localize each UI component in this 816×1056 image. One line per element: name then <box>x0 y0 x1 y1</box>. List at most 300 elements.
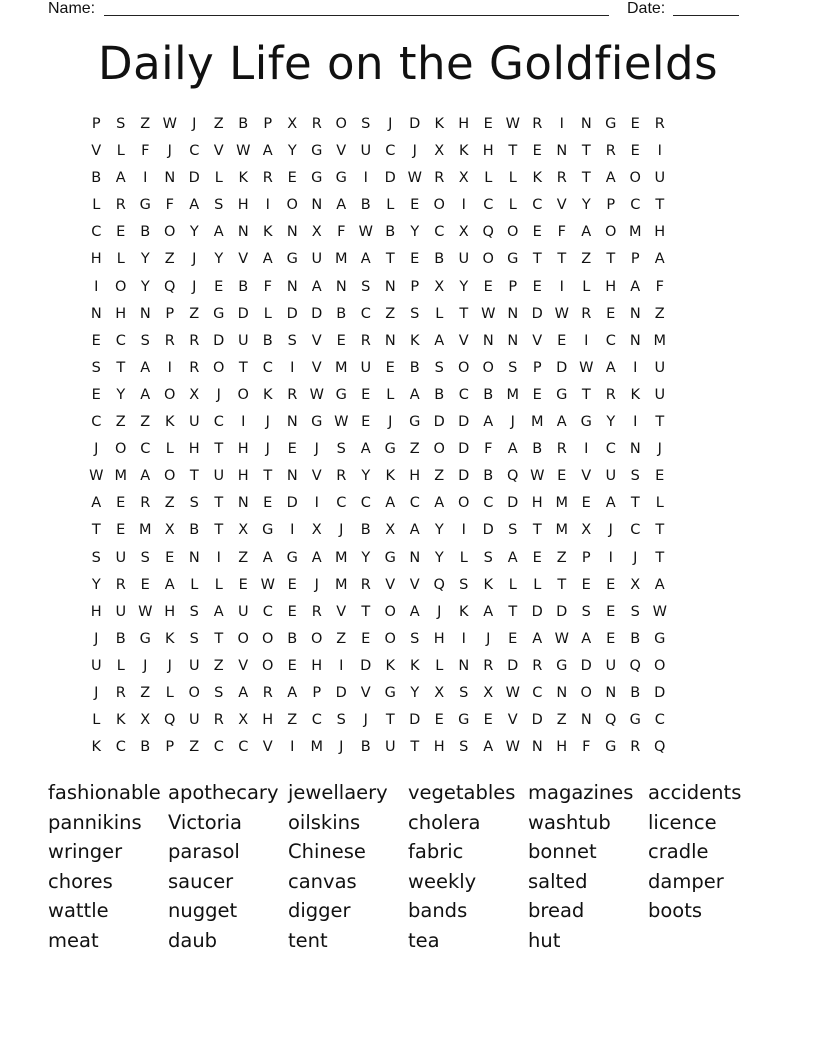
grid-letter[interactable]: R <box>287 386 298 403</box>
grid-letter[interactable]: F <box>582 739 591 756</box>
grid-letter[interactable]: S <box>459 576 469 593</box>
grid-letter[interactable]: G <box>286 549 298 566</box>
grid-letter[interactable]: G <box>311 414 323 431</box>
grid-letter[interactable]: K <box>164 630 175 647</box>
grid-letter[interactable]: A <box>605 495 616 512</box>
grid-letter[interactable]: A <box>409 386 420 403</box>
grid-letter[interactable]: R <box>336 468 347 485</box>
grid-letter[interactable]: L <box>214 170 223 187</box>
grid-letter[interactable]: C <box>605 441 616 458</box>
grid-letter[interactable]: E <box>116 522 126 539</box>
grid-letter[interactable]: O <box>237 630 249 647</box>
grid-letter[interactable]: I <box>265 197 270 214</box>
grid-letter[interactable]: E <box>434 712 444 729</box>
grid-letter[interactable]: E <box>91 386 101 403</box>
grid-letter[interactable]: T <box>214 522 224 539</box>
grid-letter[interactable]: O <box>433 441 445 458</box>
grid-letter[interactable]: C <box>360 305 371 322</box>
grid-letter[interactable]: O <box>115 278 127 295</box>
grid-letter[interactable]: N <box>286 224 298 241</box>
grid-letter[interactable]: R <box>532 116 543 132</box>
grid-letter[interactable]: G <box>580 414 592 431</box>
grid-letter[interactable]: Y <box>434 522 444 539</box>
grid-letter[interactable]: M <box>555 495 568 512</box>
grid-letter[interactable]: E <box>606 603 616 620</box>
grid-letter[interactable]: S <box>189 630 199 647</box>
grid-letter[interactable]: E <box>140 576 150 593</box>
grid-letter[interactable]: P <box>508 278 518 295</box>
grid-letter[interactable]: Z <box>654 305 665 322</box>
grid-letter[interactable]: D <box>433 414 445 431</box>
grid-letter[interactable]: K <box>483 576 493 593</box>
grid-letter[interactable]: C <box>385 143 396 160</box>
grid-letter[interactable]: O <box>164 468 176 485</box>
grid-letter[interactable]: S <box>410 305 420 322</box>
grid-letter[interactable]: L <box>116 657 125 674</box>
grid-letter[interactable]: G <box>605 739 617 756</box>
grid-letter[interactable]: I <box>461 522 466 539</box>
grid-letter[interactable]: K <box>262 224 273 241</box>
grid-letter[interactable]: J <box>265 441 270 458</box>
grid-letter[interactable]: L <box>508 197 517 214</box>
grid-letter[interactable]: A <box>630 278 641 295</box>
grid-letter[interactable]: R <box>262 684 273 701</box>
grid-letter[interactable]: B <box>409 359 420 376</box>
grid-letter[interactable]: W <box>554 305 569 322</box>
grid-letter[interactable]: A <box>532 630 543 647</box>
grid-letter[interactable]: D <box>384 170 396 187</box>
grid-letter[interactable]: X <box>458 170 469 187</box>
grid-letter[interactable]: R <box>532 657 543 674</box>
grid-letter[interactable]: R <box>605 143 616 160</box>
grid-letter[interactable]: Q <box>654 739 666 756</box>
grid-letter[interactable]: O <box>164 224 176 241</box>
grid-letter[interactable]: B <box>336 305 347 322</box>
grid-letter[interactable]: V <box>336 143 347 160</box>
grid-letter[interactable]: U <box>654 359 666 376</box>
grid-letter[interactable]: V <box>238 251 249 268</box>
grid-letter[interactable]: G <box>139 630 151 647</box>
grid-letter[interactable]: A <box>483 603 494 620</box>
grid-letter[interactable]: E <box>116 495 126 512</box>
grid-letter[interactable]: Z <box>189 739 200 756</box>
grid-letter[interactable]: O <box>629 170 641 187</box>
grid-letter[interactable]: X <box>164 522 175 539</box>
grid-letter[interactable]: J <box>216 386 221 403</box>
grid-letter[interactable]: A <box>360 441 371 458</box>
grid-letter[interactable]: E <box>361 630 371 647</box>
grid-letter[interactable]: V <box>213 143 224 160</box>
grid-letter[interactable]: T <box>655 414 665 431</box>
grid-letter[interactable]: A <box>115 170 126 187</box>
grid-letter[interactable]: E <box>508 630 518 647</box>
grid-letter[interactable]: Y <box>214 251 224 268</box>
grid-letter[interactable]: Z <box>140 414 151 431</box>
grid-letter[interactable]: C <box>458 386 469 403</box>
grid-letter[interactable]: A <box>409 603 420 620</box>
grid-letter[interactable]: L <box>92 197 101 214</box>
grid-letter[interactable]: K <box>458 143 469 160</box>
grid-letter[interactable]: C <box>140 441 151 458</box>
grid-letter[interactable]: E <box>581 495 591 512</box>
grid-letter[interactable]: S <box>116 116 126 132</box>
grid-letter[interactable]: Z <box>556 712 567 729</box>
grid-letter[interactable]: O <box>286 197 298 214</box>
grid-letter[interactable]: X <box>311 522 322 539</box>
grid-letter[interactable]: A <box>91 495 102 512</box>
grid-letter[interactable]: W <box>407 170 422 187</box>
grid-letter[interactable]: E <box>606 305 616 322</box>
grid-letter[interactable]: Y <box>361 468 371 485</box>
grid-letter[interactable]: T <box>581 143 591 160</box>
grid-letter[interactable]: N <box>629 332 641 349</box>
grid-letter[interactable]: N <box>286 468 298 485</box>
grid-letter[interactable]: K <box>409 332 420 349</box>
grid-letter[interactable]: W <box>530 468 545 485</box>
grid-letter[interactable]: I <box>290 739 295 756</box>
grid-letter[interactable]: N <box>507 305 519 322</box>
grid-letter[interactable]: H <box>262 712 274 729</box>
grid-letter[interactable]: G <box>311 170 323 187</box>
grid-letter[interactable]: X <box>581 522 592 539</box>
grid-letter[interactable]: U <box>237 603 249 620</box>
grid-letter[interactable]: W <box>162 116 177 132</box>
grid-letter[interactable]: Z <box>336 630 347 647</box>
grid-letter[interactable]: H <box>433 630 445 647</box>
grid-letter[interactable]: T <box>116 359 126 376</box>
grid-letter[interactable]: J <box>314 441 319 458</box>
grid-letter[interactable]: U <box>237 332 249 349</box>
grid-letter[interactable]: H <box>409 468 421 485</box>
grid-letter[interactable]: K <box>630 386 640 403</box>
grid-letter[interactable]: G <box>384 549 396 566</box>
grid-letter[interactable]: M <box>334 549 348 566</box>
grid-letter[interactable]: E <box>630 143 640 160</box>
grid-letter[interactable]: X <box>434 278 445 295</box>
grid-letter[interactable]: R <box>115 576 126 593</box>
grid-letter[interactable]: I <box>363 170 368 187</box>
grid-letter[interactable]: D <box>531 305 543 322</box>
grid-letter[interactable]: E <box>557 332 567 349</box>
grid-letter[interactable]: K <box>532 170 542 187</box>
grid-letter[interactable]: B <box>630 630 641 647</box>
grid-letter[interactable]: K <box>385 468 395 485</box>
grid-letter[interactable]: J <box>486 630 491 647</box>
grid-letter[interactable]: T <box>459 305 469 322</box>
grid-letter[interactable]: J <box>167 143 172 160</box>
grid-letter[interactable]: E <box>336 332 346 349</box>
grid-letter[interactable]: V <box>532 332 543 349</box>
grid-letter[interactable]: S <box>140 332 150 349</box>
grid-letter[interactable]: H <box>188 441 200 458</box>
grid-letter[interactable]: Y <box>606 414 616 431</box>
grid-letter[interactable]: E <box>116 224 126 241</box>
grid-letter[interactable]: V <box>91 143 102 160</box>
grid-letter[interactable]: V <box>311 468 322 485</box>
grid-letter[interactable]: S <box>410 630 420 647</box>
grid-letter[interactable]: M <box>653 332 666 349</box>
grid-letter[interactable]: W <box>138 603 153 620</box>
grid-letter[interactable]: P <box>581 549 591 566</box>
grid-letter[interactable]: A <box>140 386 151 403</box>
grid-letter[interactable]: J <box>388 116 393 132</box>
grid-letter[interactable]: E <box>630 116 640 132</box>
grid-letter[interactable]: E <box>532 224 542 241</box>
grid-letter[interactable]: F <box>165 197 174 214</box>
grid-letter[interactable]: Q <box>629 657 641 674</box>
grid-letter[interactable]: S <box>508 522 518 539</box>
grid-letter[interactable]: R <box>262 170 273 187</box>
grid-letter[interactable]: E <box>483 278 493 295</box>
grid-letter[interactable]: N <box>580 712 592 729</box>
grid-letter[interactable]: L <box>582 278 591 295</box>
grid-letter[interactable]: J <box>192 278 197 295</box>
grid-letter[interactable]: G <box>556 657 568 674</box>
grid-letter[interactable]: A <box>654 576 665 593</box>
grid-letter[interactable]: J <box>143 657 148 674</box>
grid-letter[interactable]: O <box>458 495 470 512</box>
grid-letter[interactable]: A <box>140 468 151 485</box>
grid-letter[interactable]: B <box>238 116 249 132</box>
grid-letter[interactable]: Z <box>164 495 175 512</box>
grid-letter[interactable]: F <box>655 278 664 295</box>
grid-letter[interactable]: O <box>482 251 494 268</box>
grid-letter[interactable]: Z <box>581 251 592 268</box>
grid-letter[interactable]: R <box>360 332 371 349</box>
grid-letter[interactable]: R <box>556 441 567 458</box>
grid-letter[interactable]: A <box>507 549 518 566</box>
grid-letter[interactable]: Z <box>164 251 175 268</box>
grid-letter[interactable]: Z <box>213 657 224 674</box>
grid-letter[interactable]: Z <box>140 684 151 701</box>
grid-letter[interactable]: T <box>263 468 273 485</box>
grid-letter[interactable]: A <box>311 549 322 566</box>
grid-letter[interactable]: M <box>506 386 519 403</box>
grid-letter[interactable]: P <box>312 684 322 701</box>
grid-letter[interactable]: E <box>532 386 542 403</box>
grid-letter[interactable]: T <box>214 495 224 512</box>
grid-letter[interactable]: C <box>91 414 102 431</box>
grid-letter[interactable]: C <box>115 332 126 349</box>
grid-letter[interactable]: A <box>164 576 175 593</box>
grid-letter[interactable]: Y <box>581 197 591 214</box>
grid-letter[interactable]: A <box>605 170 616 187</box>
grid-letter[interactable]: O <box>605 224 617 241</box>
grid-letter[interactable]: C <box>483 495 494 512</box>
grid-letter[interactable]: D <box>458 468 470 485</box>
grid-letter[interactable]: P <box>263 116 273 132</box>
grid-letter[interactable]: P <box>630 251 640 268</box>
grid-letter[interactable]: Z <box>287 712 298 729</box>
grid-letter[interactable]: V <box>311 359 322 376</box>
grid-letter[interactable]: B <box>360 739 371 756</box>
grid-letter[interactable]: A <box>360 251 371 268</box>
grid-letter[interactable]: J <box>94 684 99 701</box>
grid-letter[interactable]: A <box>483 739 494 756</box>
grid-letter[interactable]: S <box>630 468 640 485</box>
grid-letter[interactable]: E <box>287 603 297 620</box>
grid-letter[interactable]: P <box>165 739 175 756</box>
grid-letter[interactable]: L <box>116 251 125 268</box>
grid-letter[interactable]: D <box>286 305 298 322</box>
grid-letter[interactable]: C <box>654 712 665 729</box>
grid-letter[interactable]: A <box>213 603 224 620</box>
grid-letter[interactable]: H <box>90 603 102 620</box>
grid-letter[interactable]: N <box>458 657 470 674</box>
grid-letter[interactable]: N <box>629 305 641 322</box>
grid-letter[interactable]: B <box>140 739 151 756</box>
grid-letter[interactable]: G <box>458 712 470 729</box>
grid-letter[interactable]: N <box>335 278 347 295</box>
grid-letter[interactable]: C <box>311 712 322 729</box>
grid-letter[interactable]: L <box>484 170 493 187</box>
grid-letter[interactable]: R <box>605 386 616 403</box>
grid-letter[interactable]: D <box>409 712 421 729</box>
grid-letter[interactable]: U <box>360 359 372 376</box>
grid-letter[interactable]: W <box>89 468 104 485</box>
grid-letter[interactable]: T <box>361 603 371 620</box>
grid-letter[interactable]: G <box>654 630 666 647</box>
grid-letter[interactable]: R <box>115 197 126 214</box>
grid-letter[interactable]: Z <box>409 441 420 458</box>
grid-letter[interactable]: S <box>336 712 346 729</box>
grid-letter[interactable]: S <box>483 549 493 566</box>
grid-letter[interactable]: A <box>385 495 396 512</box>
grid-letter[interactable]: L <box>508 576 517 593</box>
grid-letter[interactable]: C <box>115 739 126 756</box>
grid-letter[interactable]: T <box>655 549 665 566</box>
grid-letter[interactable]: N <box>580 116 592 132</box>
grid-letter[interactable]: N <box>409 549 421 566</box>
grid-letter[interactable]: J <box>192 251 197 268</box>
grid-letter[interactable]: L <box>386 197 395 214</box>
grid-letter[interactable]: O <box>262 657 274 674</box>
date-field[interactable] <box>673 0 739 16</box>
grid-letter[interactable]: A <box>507 441 518 458</box>
grid-letter[interactable]: U <box>384 739 396 756</box>
grid-letter[interactable]: H <box>237 197 249 214</box>
grid-letter[interactable]: F <box>337 224 346 241</box>
grid-letter[interactable]: H <box>482 143 494 160</box>
grid-letter[interactable]: D <box>507 657 519 674</box>
grid-letter[interactable]: T <box>214 630 224 647</box>
grid-letter[interactable]: O <box>262 630 274 647</box>
grid-letter[interactable]: U <box>605 657 617 674</box>
grid-letter[interactable]: N <box>605 684 617 701</box>
grid-letter[interactable]: B <box>140 224 151 241</box>
grid-letter[interactable]: E <box>483 116 493 132</box>
grid-letter[interactable]: H <box>115 305 127 322</box>
grid-letter[interactable]: S <box>434 359 444 376</box>
grid-letter[interactable]: Y <box>91 576 101 593</box>
grid-letter[interactable]: I <box>633 359 638 376</box>
grid-letter[interactable]: U <box>188 414 200 431</box>
grid-letter[interactable]: C <box>360 495 371 512</box>
grid-letter[interactable]: W <box>236 143 251 160</box>
grid-letter[interactable]: A <box>287 684 298 701</box>
grid-letter[interactable]: O <box>433 197 445 214</box>
grid-letter[interactable]: N <box>311 197 323 214</box>
grid-letter[interactable]: L <box>214 576 223 593</box>
grid-letter[interactable]: S <box>91 359 101 376</box>
grid-letter[interactable]: C <box>630 197 641 214</box>
grid-letter[interactable]: E <box>287 170 297 187</box>
grid-letter[interactable]: N <box>139 305 151 322</box>
grid-letter[interactable]: A <box>262 549 273 566</box>
grid-letter[interactable]: B <box>91 170 102 187</box>
grid-letter[interactable]: U <box>654 386 666 403</box>
grid-letter[interactable]: M <box>334 251 348 268</box>
grid-letter[interactable]: K <box>434 116 444 132</box>
grid-letter[interactable]: A <box>434 495 445 512</box>
grid-letter[interactable]: R <box>483 657 494 674</box>
grid-letter[interactable]: C <box>409 495 420 512</box>
grid-letter[interactable]: D <box>213 332 225 349</box>
grid-letter[interactable]: T <box>508 143 518 160</box>
grid-letter[interactable]: O <box>384 603 396 620</box>
grid-letter[interactable]: T <box>557 251 567 268</box>
grid-letter[interactable]: L <box>533 576 542 593</box>
grid-letter[interactable]: A <box>483 414 494 431</box>
grid-letter[interactable]: N <box>384 278 396 295</box>
grid-letter[interactable]: N <box>188 549 200 566</box>
grid-letter[interactable]: S <box>459 739 469 756</box>
grid-letter[interactable]: V <box>262 739 273 756</box>
grid-letter[interactable]: N <box>629 441 641 458</box>
grid-letter[interactable]: L <box>386 386 395 403</box>
grid-letter[interactable]: D <box>507 495 519 512</box>
grid-letter[interactable]: E <box>606 576 616 593</box>
grid-letter[interactable]: C <box>434 224 445 241</box>
grid-letter[interactable]: N <box>90 305 102 322</box>
grid-letter[interactable]: R <box>581 305 592 322</box>
grid-letter[interactable]: X <box>483 684 494 701</box>
grid-letter[interactable]: B <box>360 197 371 214</box>
grid-letter[interactable]: E <box>532 549 542 566</box>
grid-letter[interactable]: K <box>164 414 175 431</box>
grid-letter[interactable]: W <box>505 684 520 701</box>
grid-letter[interactable]: S <box>508 359 518 376</box>
grid-letter[interactable]: A <box>556 414 567 431</box>
grid-letter[interactable]: R <box>434 170 445 187</box>
grid-letter[interactable]: R <box>140 495 151 512</box>
grid-letter[interactable]: H <box>556 739 568 756</box>
grid-letter[interactable]: I <box>461 630 466 647</box>
grid-letter[interactable]: S <box>214 197 224 214</box>
grid-letter[interactable]: G <box>335 386 347 403</box>
grid-letter[interactable]: O <box>311 630 323 647</box>
grid-letter[interactable]: T <box>91 522 101 539</box>
grid-letter[interactable]: T <box>532 522 542 539</box>
grid-letter[interactable]: E <box>165 549 175 566</box>
grid-letter[interactable]: C <box>213 414 224 431</box>
grid-letter[interactable]: J <box>363 712 368 729</box>
grid-letter[interactable]: Z <box>385 305 396 322</box>
grid-letter[interactable]: A <box>262 251 273 268</box>
grid-letter[interactable]: J <box>437 603 442 620</box>
grid-letter[interactable]: O <box>237 386 249 403</box>
grid-letter[interactable]: D <box>237 305 249 322</box>
grid-letter[interactable]: O <box>507 224 519 241</box>
grid-letter[interactable]: S <box>361 278 371 295</box>
grid-letter[interactable]: F <box>141 143 150 160</box>
grid-letter[interactable]: L <box>165 441 174 458</box>
grid-letter[interactable]: W <box>579 359 594 376</box>
grid-letter[interactable]: M <box>138 522 152 539</box>
grid-letter[interactable]: U <box>213 468 225 485</box>
grid-letter[interactable]: D <box>556 603 568 620</box>
grid-letter[interactable]: J <box>608 522 613 539</box>
